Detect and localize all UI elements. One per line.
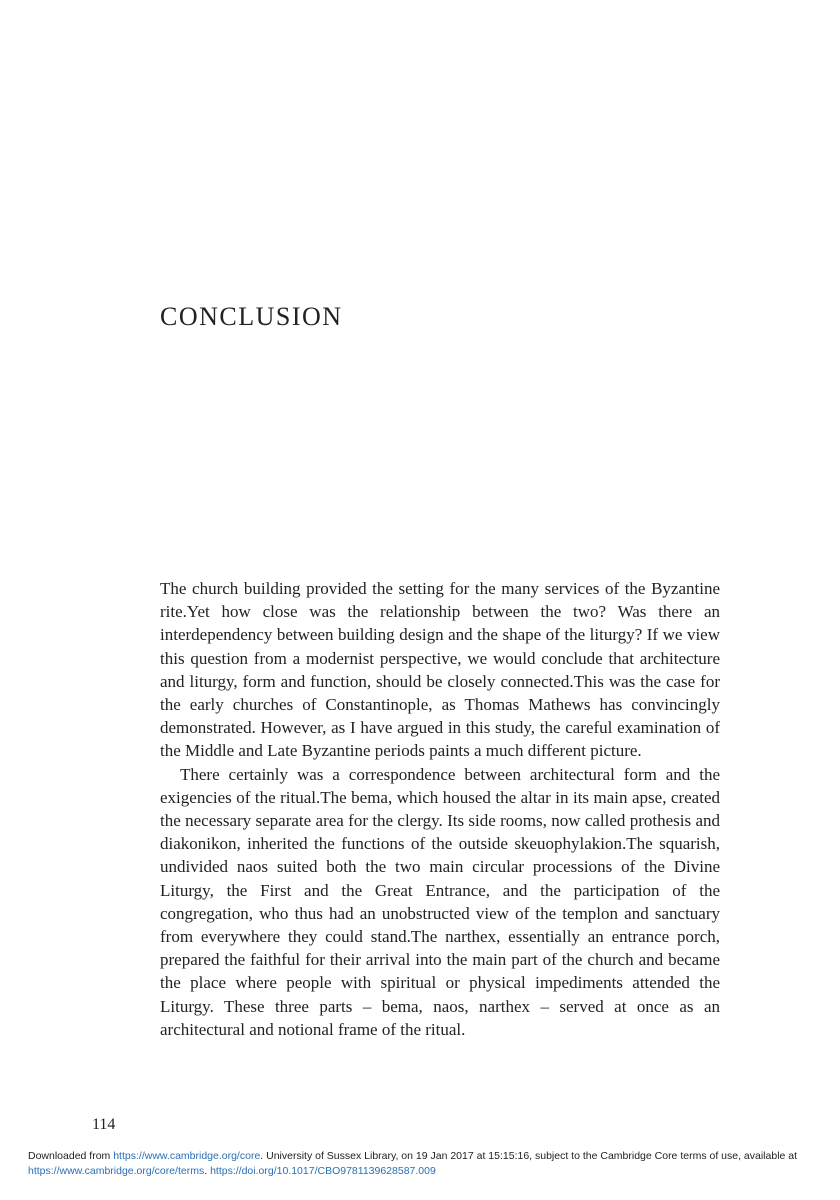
paragraph: The church building provided the setting for the many services of the Byzantine rite.Yet how close was the relationship between the two? Was there an interdependency between building design and the shape of the liturgy? If we view this question from a modernist perspective, we would conclude that architecture and liturgy, form and function, should be closely connected.This was the case for the early churches of Constantinople, as Thomas Mathews has convincingly demonstrated. However, as I have argued in this study, the careful examination of the Middle and Late Byzantine periods paints a much different picture.	[160, 579, 720, 761]
footer-middle: . University of Sussex Library, on 19 Jan 2017 at 15:15:16, subject to the Cambridge Core terms of use, available at	[260, 1150, 798, 1162]
footer-prefix: Downloaded from	[28, 1150, 114, 1162]
footer-separator: .	[204, 1165, 211, 1177]
download-footer	[28, 1149, 818, 1179]
paragraph: There certainly was a correspondence between architectural form and the exigencies of the ritual.The bema, which housed the altar in its main apse, created the necessary separate area for the clergy. Its side rooms, now called prothesis and diakonikon, inherited the functions of the outside skeuophylakion.The squarish, undivided naos suited both the two main circular processions of the Divine Liturgy, the First and the Great Entrance, and the participation of the congregation, who thus had an unobstructed view of the templon and sanctuary from everywhere they could stand.The narthex, essentially an entrance porch, prepared the faithful for their arrival into the main part of the church and became the place where people with spiritual or physical impediments attended the Liturgy. These three parts – bema, naos, narthex – served at once as an architectural and notional frame of the ritual.	[160, 764, 720, 1039]
body-text	[160, 577, 720, 1041]
doi-link[interactable]: https://doi.org/10.1017/CBO9781139628587.009	[210, 1165, 436, 1177]
core-link[interactable]: https://www.cambridge.org/core	[113, 1150, 261, 1162]
terms-link[interactable]: https://www.cambridge.org/core/terms	[28, 1165, 205, 1177]
chapter-title: CONCLUSION	[160, 302, 343, 331]
page-number: 114	[92, 1116, 116, 1133]
